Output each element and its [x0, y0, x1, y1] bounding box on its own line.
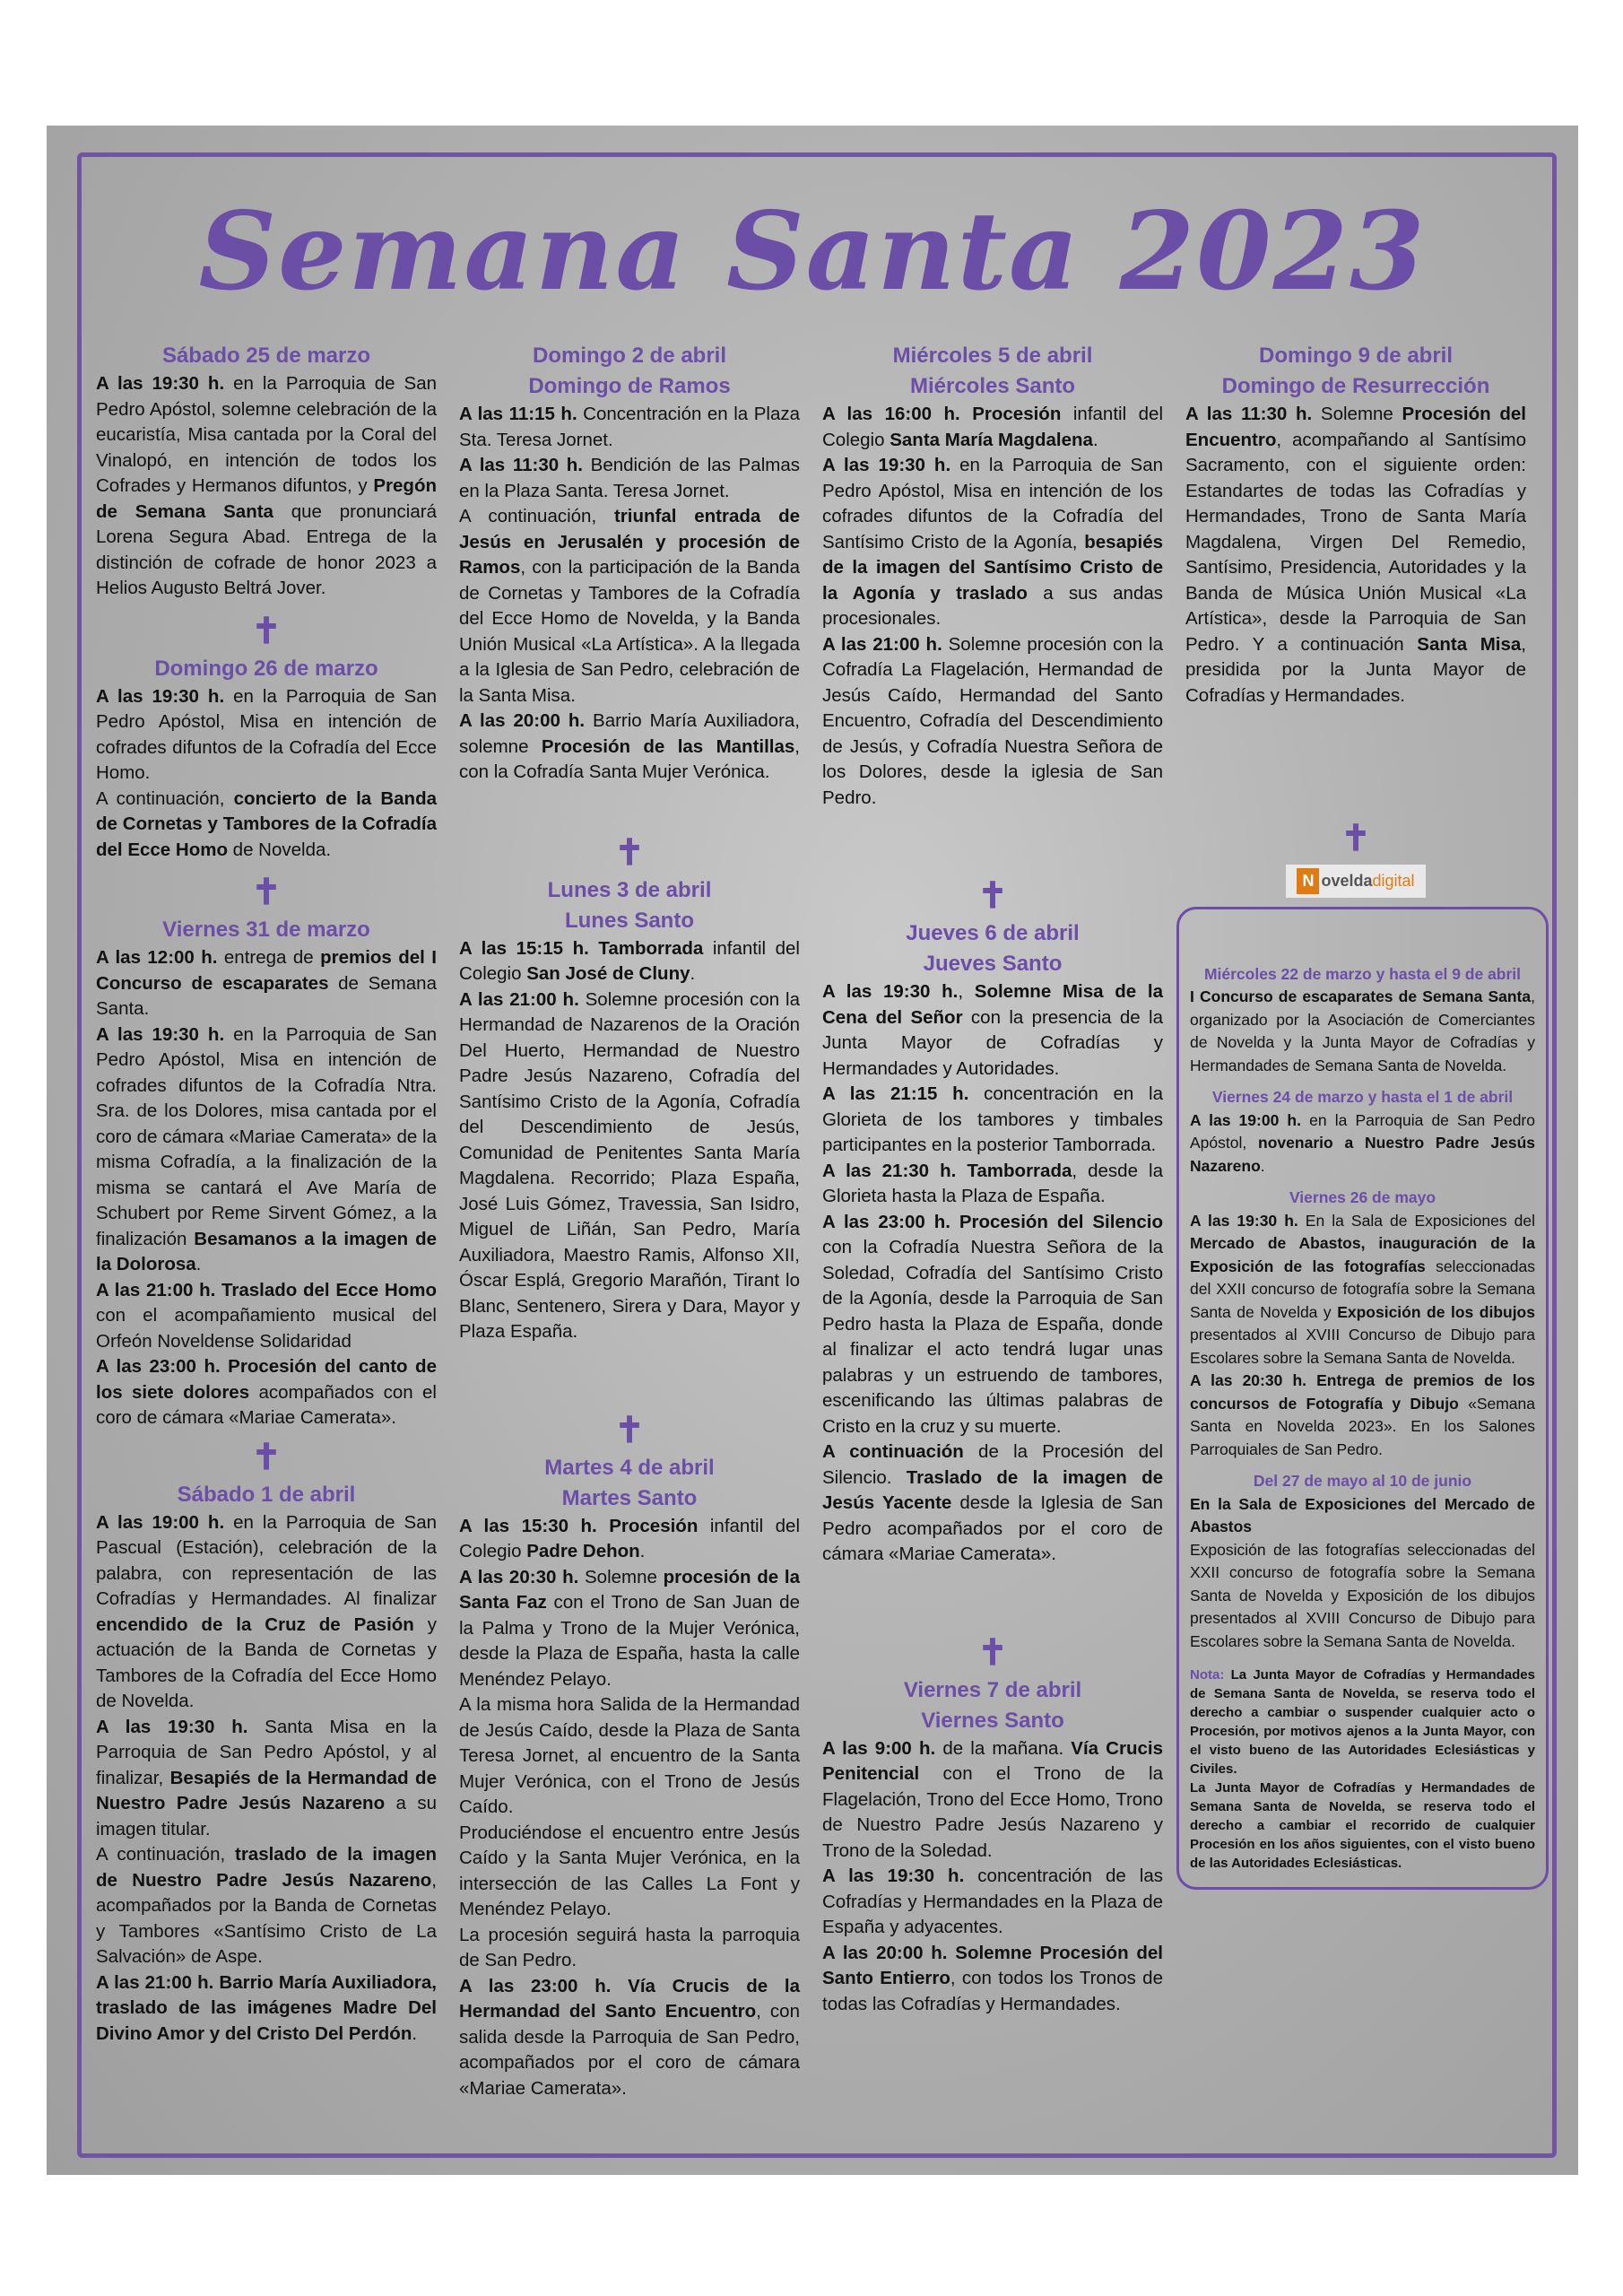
logo-text: N oveldadigital	[1286, 865, 1425, 898]
box-text: A las 19:00 h. en la Parroquia de San Pedro Apóstol, novenario a Nuestro Padre Jesús Nazareno.	[1190, 1110, 1535, 1175]
day-section	[1185, 341, 1526, 709]
section-spacer	[459, 1345, 800, 1408]
section-spacer	[96, 602, 437, 609]
section-spacer	[822, 1568, 1163, 1631]
box-heading: Del 27 de mayo al 10 de junio	[1253, 1472, 1472, 1490]
day-text: A las 16:00 h. Procesión infantil del Colegio Santa María Magdalena. A las 19:30 h. en la Parroquia de San Pedro Apóstol, Misa en intención de los cofrades difuntos de la Cofradía del Santísimo Cristo de la Agonía, besapiés de la imagen del Santísimo Cristo de la Agonía y traslado a sus andas procesionales. A las 21:00 h. Solemne procesión con la Cofradía La Flagelación, Hermandad de Jesús Caído, Hermandad del Santo Encuentro, Cofradía del Descendimiento de Jesús, y Cofradía Nuestra Señora de los Dolores, desde la iglesia de San Pedro.	[822, 404, 1164, 808]
box-note-2: La Junta Mayor de Cofradías y Hermandades de Semana Santa de Novelda, se reserva todo el derecho a cambiar el recorrido de cualquier Procesión en los años siguientes, con el visto bueno de las Autoridades Eclesiásticas.	[1190, 1780, 1535, 1871]
column-2	[459, 341, 800, 2101]
day-text: A las 19:30 h. en la Parroquia de San Pedro Apóstol, Misa en intención de cofrades difuntos de la Cofradía del Ecce Homo. A continuación, concierto de la Banda de Cornetas y Tambores de la Cofradía del Ecce Homo de Novelda.	[96, 685, 438, 860]
day-section	[822, 918, 1163, 1568]
day-subheading: Martes Santo	[561, 1485, 698, 1510]
day-text: A las 9:00 h. de la mañana. Vía Crucis Penitencial con el Trono de la Flagelación, Trono del Ecce Homo, Trono de Nuestro Padre Jesús Nazareno y Trono de la Soledad. A las 19:30 h. concentración de las Cofradías y Hermandades en la Plaza de España y adyacentes. A las 20:00 h. Solemne Procesión del Santo Entierro, con todos los Tronos de todas las Cofradías y Hermandades.	[822, 1737, 1164, 2014]
day-section	[822, 1675, 1163, 2018]
box-text: A las 19:30 h. En la Sala de Exposiciones del Mercado de Abastos, inauguración de la Exposición de las fotografías seleccionadas del XXII concurso de fotografía sobre la Semana Santa de Novelda y Exposición de los dibujos presentados al XVIII Concurso de Dibujo para Escolares sobre la Semana Santa de Novelda. A las 20:30 h. Entrega de premios de los concursos de Fotografía y Dibujo «Semana Santa en Novelda 2023». En los Salones Parroquiales de San Pedro.	[1190, 1211, 1536, 1458]
box-text: En la Sala de Exposiciones del Mercado de Abastos Exposición de las fotografías seleccionadas del XXII concurso de fotografía sobre la Semana Santa de Novelda y Exposición de los dibujos presentados al XVIII Concurso de Dibujo para Escolares sobre la Semana Santa de Novelda.	[1190, 1494, 1535, 1650]
day-heading: Domingo 2 de abril	[532, 344, 727, 368]
day-section	[96, 915, 437, 1431]
day-text: A las 12:00 h. entrega de premios del I Concurso de escaparates de Semana Santa. A las 19:30 h. en la Parroquia de San Pedro Apóstol, Misa en intención de cofrades difuntos de la Cofradía Ntra. Sra. de los Dolores, misa cantada por el coro de cámara «Mariae Camerata» de la misma Cofradía, a la finalización de la misma se cantará el Ave María de Schubert por Reme Sirvent Gómez, a la finalización Besamanos a la imagen de la Dolorosa. A las 21:00 h. Traslado del Ecce Homo con el acompañamiento musical del Orfeón Noveldense Solidaridad A las 23:00 h. Procesión del canto de los siete dolores acompañados con el coro de cámara «Mariae Camerata».	[96, 947, 438, 1428]
day-heading: Domingo 26 de marzo	[154, 656, 378, 681]
column-1	[96, 341, 437, 2047]
box-heading: Viernes 26 de mayo	[1289, 1188, 1436, 1206]
day-section	[459, 1453, 800, 2102]
day-text: A las 19:30 h. en la Parroquia de San Pedro Apóstol, solemne celebración de la eucaristía, Misa cantada por la Coral del Vinalopó, en intención de todos los Cofrades y Hermanos difuntos, y Pregón de Semana Santa que pronunciará Lorena Segura Abad. Entrega de la distinción de cofrade de honor 2023 a Helios Augusto Beltrá Jover.	[96, 373, 438, 598]
day-text: A las 11:15 h. Concentración en la Plaza Sta. Teresa Jornet. A las 11:30 h. Bendición de las Palmas en la Plaza Santa. Teresa Jornet. A continuación, triunfal entrada de Jesús en Jerusalén y procesión de Ramos, con la participación de la Banda de Cornetas y Tambores de la Cofradía del Ecce Homo de Novelda, y la Banda Unión Musical «La Artística». A la llegada a la Iglesia de San Pedro, celebración de la Santa Misa. A las 20:00 h. Barrio María Auxiliadora, solemne Procesión de las Mantillas, con la Cofradía Santa Mujer Verónica.	[459, 404, 800, 782]
box-note: Nota: La Junta Mayor de Cofradías y Hermandades de Semana Santa de Novelda, se reserva todo el derecho a cambiar o suspender cualquier acto o Procesión, por motivos ajenos a la Junta Mayor, con el visto bueno de las Autoridades Eclesiásticas y Civiles.	[1190, 1667, 1535, 1777]
section-spacer	[822, 811, 1163, 874]
day-section	[459, 341, 800, 786]
day-heading: Miércoles 5 de abril	[892, 344, 1093, 368]
day-heading: Sábado 1 de abril	[177, 1482, 356, 1507]
cross-icon: ✝	[614, 1410, 645, 1450]
box-text: I Concurso de escaparates de Semana Santa, organizado por la Asociación de Comerciantes de Novelda y la Junta Mayor de Cofradías y Hermandades de Semana Santa de Novelda.	[1190, 987, 1535, 1074]
day-subheading: Domingo de Ramos	[528, 374, 731, 398]
cross-icon: ✝	[977, 1632, 1008, 1673]
cross-icon: ✝	[251, 873, 282, 912]
day-heading: Martes 4 de abril	[544, 1455, 715, 1480]
day-subheading: Miércoles Santo	[909, 374, 1076, 398]
day-text: A las 11:30 h. Solemne Procesión del Encuentro, acompañando al Santísimo Sacramento, con el siguiente orden: Estandartes de todas las Cofradías y Hermandades, Trono de Santa María Magdalena, Virgen Del Remedio, Santísimo, Presidencia, Autoridades y la Banda de Música Unión Musical «La Artística», desde la Parroquia de San Pedro. Y a continuación Santa Misa, presidida por la Junta Mayor de Cofradías y Hermandades.	[1185, 404, 1526, 706]
day-text: A las 15:30 h. Procesión infantil del Colegio Padre Dehon. A las 20:30 h. Solemne procesión de la Santa Faz con el Trono de San Juan de la Palma y Trono de la Mujer Verónica, desde la Plaza de España, hasta la calle Menéndez Pelayo. A la misma hora Salida de la Hermandad de Jesús Caído, desde la Plaza de Santa Teresa Jornet, al encuentro de la Santa Mujer Verónica, con el Trono de Jesús Caído. Produciéndose el encuentro entre Jesús Caído y la Santa Mujer Verónica, en la intersección de las Calles La Font y Menéndez Pelayo. La procesión seguirá hasta la parroquia de San Pedro. A las 23:00 h. Vía Crucis de la Hermandad del Santo Encuentro, con salida desde la Parroquia de San Pedro, acompañados por el coro de cámara «Mariae Camerata».	[459, 1515, 800, 2099]
day-heading: Domingo 9 de abril	[1258, 344, 1454, 368]
section-spacer	[459, 786, 800, 831]
day-heading: Viernes 31 de marzo	[162, 918, 370, 942]
section-spacer	[96, 863, 437, 870]
day-subheading: Viernes Santo	[921, 1708, 1064, 1733]
box-heading: Miércoles 22 de marzo y hasta el 9 de abril	[1203, 964, 1522, 983]
day-section	[459, 875, 800, 1345]
day-text: A las 19:00 h. en la Parroquia de San Pascual (Estación), celebración de la palabra, con representación de las Cofradías y Hermandades. Al finalizar encendido de la Cruz de Pasión y actuación de la Banda de Cornetas y Tambores de la Cofradía del Ecce Homo de Novelda. A las 19:30 h. Santa Misa en la Parroquia de San Pedro Apóstol, y al finalizar, Besapiés de la Hermandad de Nuestro Padre Jesús Nazareno a su imagen titular. A continuación, traslado de la imagen de Nuestro Padre Jesús Nazareno, acompañados por la Banda de Cornetas y Tambores «Santísimo Cristo de La Salvación» de Aspe. A las 21:00 h. Barrio María Auxiliadora, traslado de las imágenes Madre Del Divino Amor y del Cristo Del Perdón.	[96, 1511, 438, 2044]
day-section	[96, 1480, 437, 2048]
day-section	[96, 654, 437, 864]
day-section	[96, 341, 437, 602]
cross-icon: ✝	[1341, 819, 1371, 858]
day-text: A las 19:30 h., Solemne Misa de la Cena del Señor con la presencia de la Junta Mayor de Cofradías y Hermandades y Autoridades. A las 21:15 h. concentración en la Glorieta de los tambores y timbales participantes en la posterior Tamborrada. A las 21:30 h. Tamborrada, desde la Glorieta hasta la Plaza de España. A las 23:00 h. Procesión del Silencio con la Cofradía Nuestra Señora de la Soledad, Cofradía del Santísimo Cristo de la Agonía, desde la Parroquia de San Pedro hasta la Plaza de España, donde al finalizar el acto tendrá lugar unas palabras y un estruendo de tambores, escenificando las últimas palabras de Cristo en la cruz y su muerte. A continuación de la Procesión del Silencio. Traslado de la imagen de Jesús Yacente desde la Iglesia de San Pedro acompañados por el coro de cámara «Mariae Camerata».	[822, 981, 1164, 1564]
events-box	[1176, 907, 1549, 1891]
day-section	[822, 341, 1163, 811]
day-text: A las 15:15 h. Tamborrada infantil del Colegio San José de Cluny. A las 21:00 h. Solemne procesión con la Hermandad de Nazarenos de la Oración Del Huerto, Hermandad de Nuestro Padre Jesús Nazareno, Cofradía del Santísimo Cristo de la Agonía, Cofradía del Descendimiento de Jesús, Comunidad de Penitentes Santa María Magdalena. Recorrido; Plaza España, José Luis Gómez, Travessia, San Isidro, Miguel de Liñán, San Pedro, María Auxiliadora, Maestro Ramis, Alfonso XII, Óscar Esplá, Gregorio Marañón, Tirant lo Blanc, Sentenero, Sirera y Dara, Mayor y Plaza España.	[459, 937, 800, 1342]
column-4	[1185, 341, 1536, 1890]
day-subheading: Domingo de Resurrección	[1221, 374, 1490, 398]
novelda-digital-logo	[1185, 865, 1526, 898]
day-heading: Viernes 7 de abril	[903, 1677, 1082, 1702]
cross-icon: ✝	[614, 832, 645, 873]
day-heading: Lunes 3 de abril	[547, 877, 712, 902]
day-heading: Sábado 25 de marzo	[161, 344, 371, 368]
day-subheading: Jueves Santo	[923, 952, 1063, 976]
cross-icon: ✝	[251, 611, 282, 651]
day-heading: Jueves 6 de abril	[906, 921, 1080, 945]
section-spacer	[1185, 709, 1526, 816]
poster	[47, 126, 1578, 2175]
cross-icon: ✝	[251, 1437, 282, 1477]
box-heading: Viernes 24 de marzo y hasta el 1 de abril	[1211, 1088, 1514, 1106]
column-3	[822, 341, 1163, 2017]
page-title: Semana Santa 2023	[198, 188, 1427, 315]
cross-icon: ✝	[977, 876, 1008, 916]
day-subheading: Lunes Santo	[564, 908, 694, 933]
